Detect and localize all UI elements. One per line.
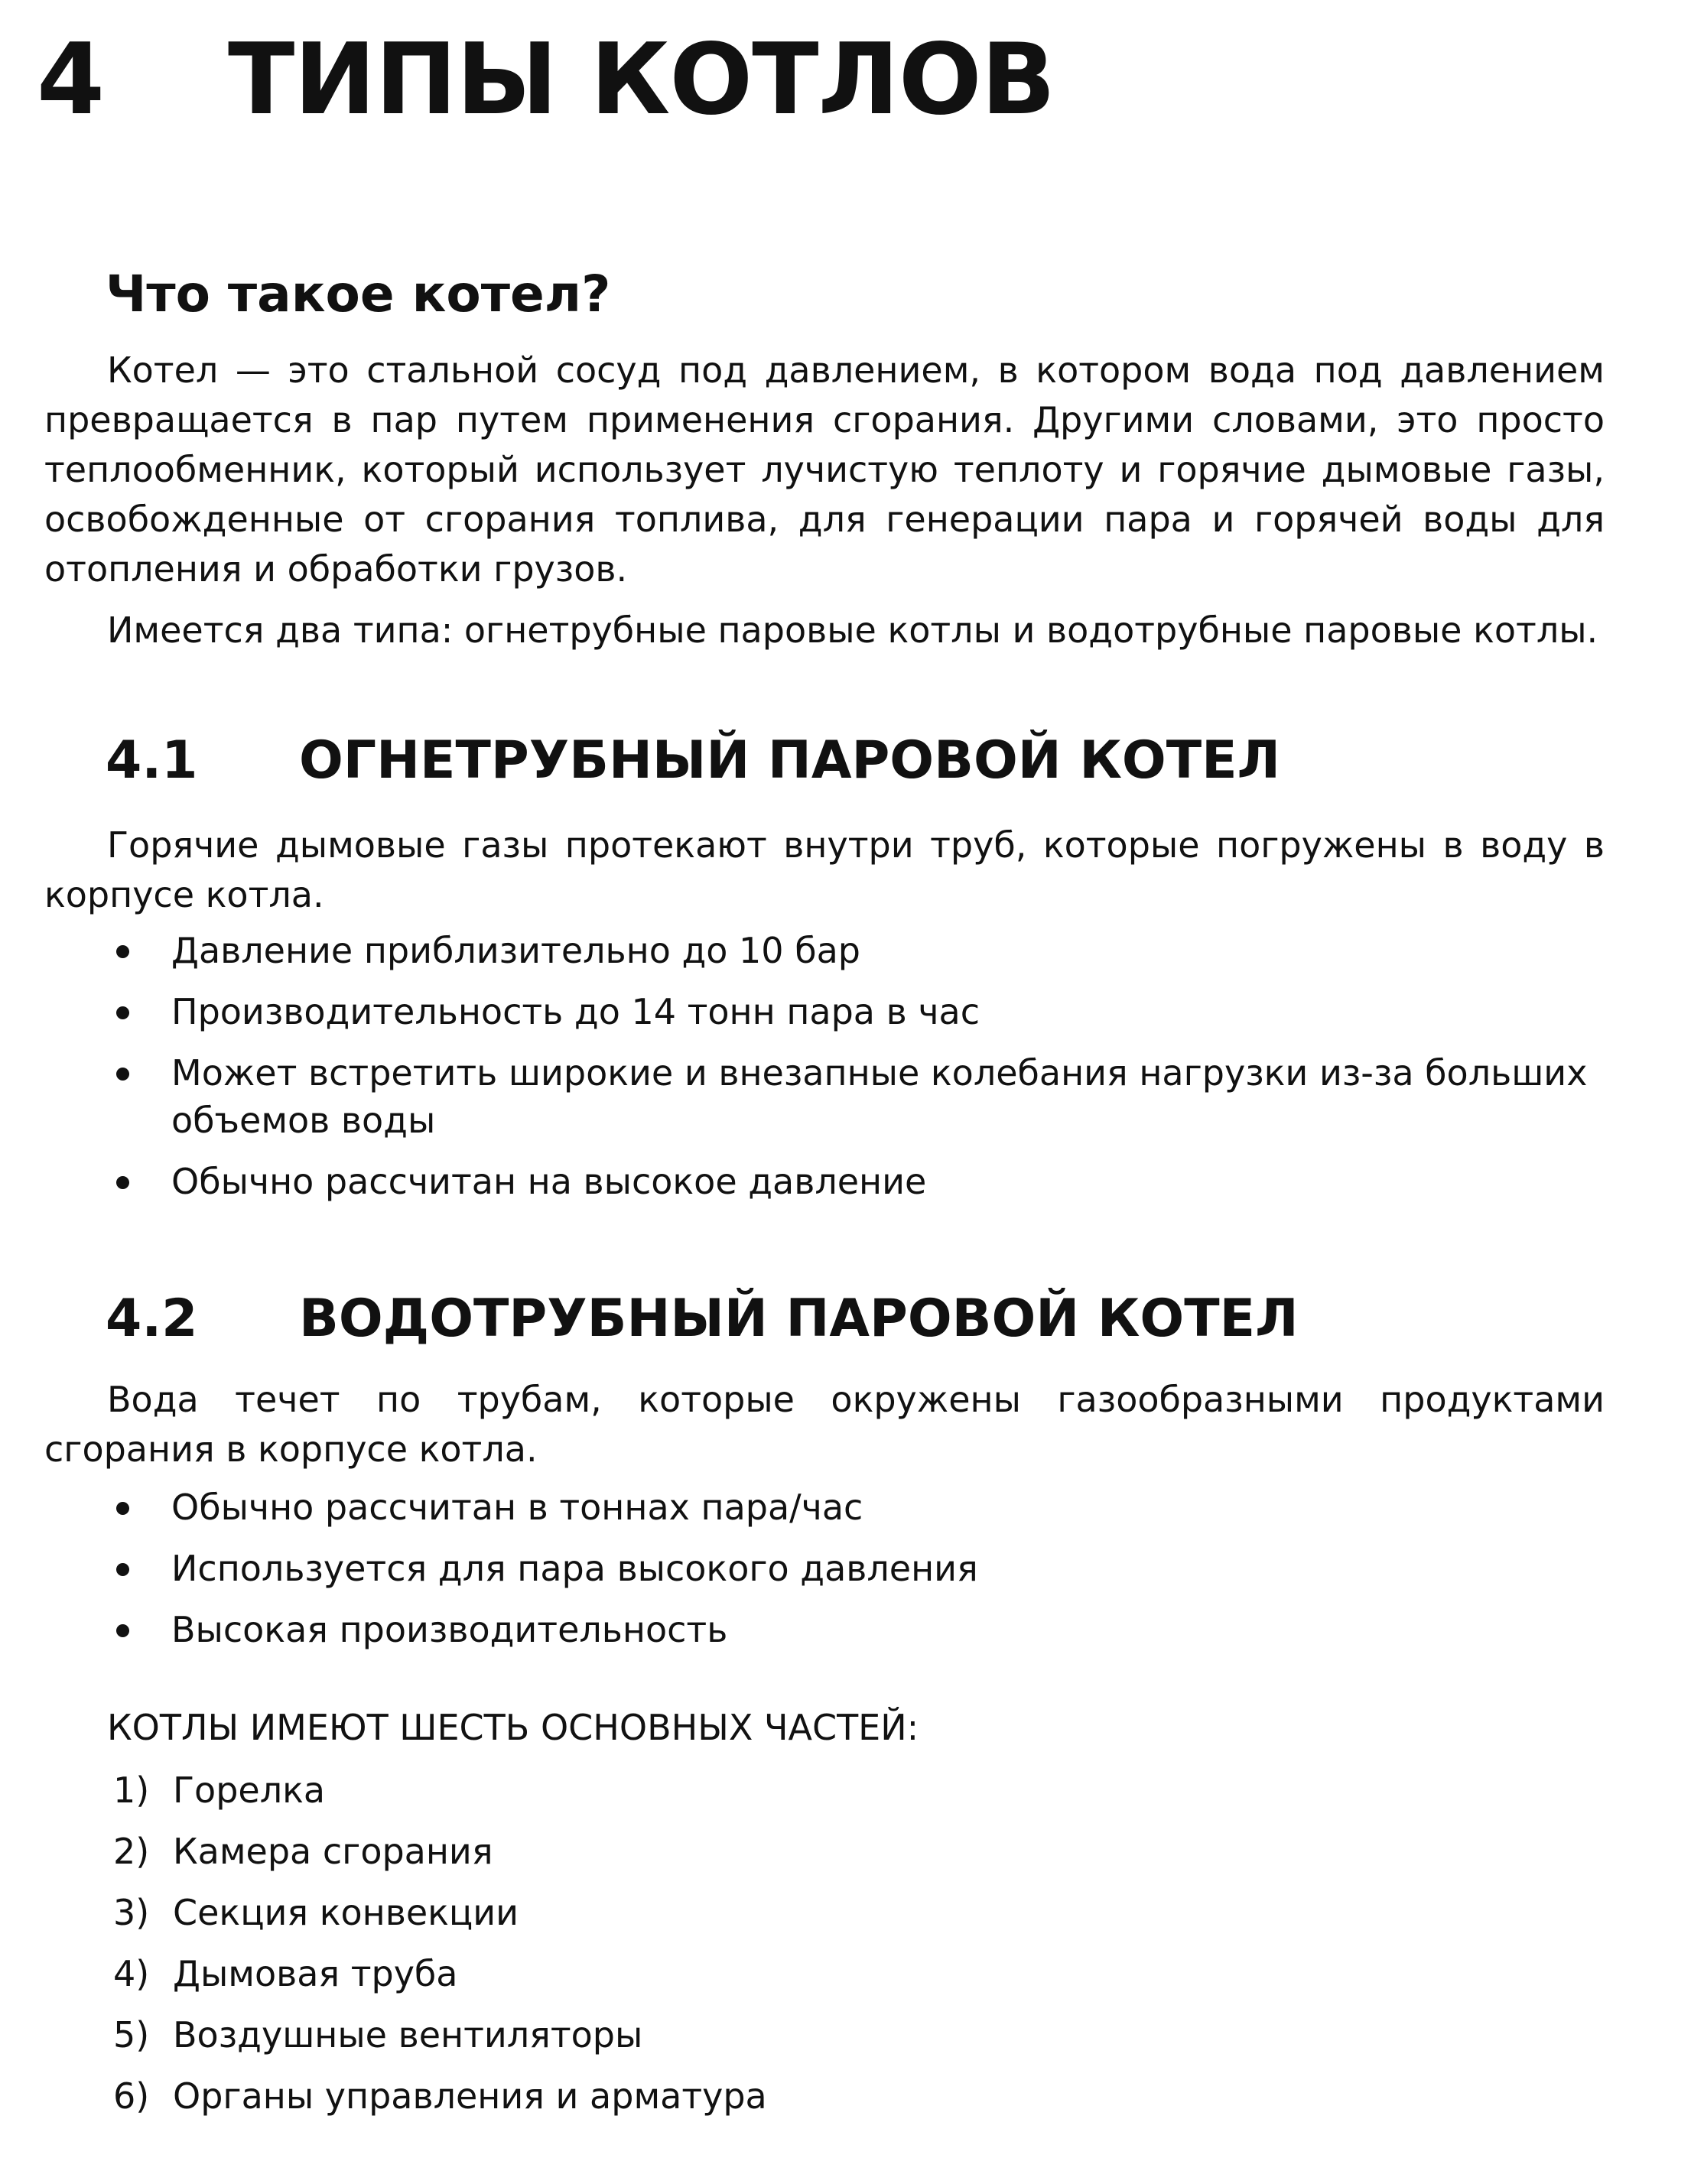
list-item: [0, 1606, 1621, 1653]
item-label: Воздушные вентиляторы: [173, 2014, 643, 2056]
item-label: Секция конвекции: [173, 1892, 519, 1933]
list-item-text: Может встретить широкие и внезапные колебания нагрузки из-за больших объемов воды: [171, 1052, 1588, 1141]
list-item-text: Обычно рассчитан на высокое давление: [171, 1161, 927, 1202]
list-item: [0, 1484, 1621, 1531]
section-title: ВОДОТРУБНЫЙ ПАРОВОЙ КОТЕЛ: [299, 1289, 1299, 1349]
parts-list: [113, 1766, 1691, 2134]
list-item: [0, 1545, 1621, 1592]
bullet-icon: [116, 1176, 129, 1189]
section-heading: [106, 726, 1280, 795]
item-label: Органы управления и арматура: [173, 2075, 767, 2117]
section-paragraph: Горячие дымовые газы протекают внутри труб, которые погружены в воду в корпусе котла.: [44, 824, 1605, 915]
intro-paragraph: Котел — это стальной сосуд под давлением, в котором вода под давлением превращается в пар путем применения сгорания. Другими словами, это просто теплообменник, который использует лучистую теплоту и горячие дымовые газы, освобожденные от сгорания топлива, для генерации пара и горячей воды для отопления и обработки грузов.: [44, 349, 1605, 590]
bullet-icon: [116, 1006, 129, 1019]
chapter-title-text: ТИПЫ КОТЛОВ: [228, 23, 1055, 137]
bullet-icon: [116, 945, 129, 958]
chapter-title: [37, 23, 1055, 138]
list-item: [0, 927, 1621, 974]
list-item: [0, 1158, 1621, 1205]
list-item-text: Производительность до 14 тонн пара в час: [171, 991, 980, 1032]
item-label: Дымовая труба: [173, 1953, 458, 1994]
list-item-text: Высокая производительность: [171, 1609, 728, 1650]
item-number: 3): [113, 1892, 150, 1933]
item-number: 2): [113, 1831, 150, 1872]
parts-heading: КОТЛЫ ИМЕЮТ ШЕСТЬ ОСНОВНЫХ ЧАСТЕЙ:: [107, 1707, 919, 1748]
list-item: [0, 1049, 1621, 1144]
chapter-number: 4: [37, 23, 105, 137]
item-number: 1): [113, 1770, 150, 1811]
item-label: Камера сгорания: [173, 1831, 493, 1872]
bullet-list: [0, 927, 1621, 1219]
parts-list-item: [113, 1828, 1691, 1875]
section-heading: [106, 1285, 1299, 1354]
bullet-icon: [116, 1068, 129, 1081]
bullet-icon: [116, 1563, 129, 1576]
section-number: 4.1: [106, 730, 198, 791]
parts-list-item: [113, 2011, 1691, 2059]
section-paragraph: Вода течет по трубам, которые окружены газообразными продуктами сгорания в корпусе котла.: [44, 1379, 1605, 1470]
parts-list-item: [113, 1766, 1691, 1814]
item-number: 4): [113, 1953, 150, 1994]
parts-list-item: [113, 1889, 1691, 1936]
bullet-list: [0, 1484, 1621, 1667]
intro-heading: Что такое котел?: [106, 265, 611, 323]
item-number: 5): [113, 2014, 150, 2056]
item-label: Горелка: [173, 1770, 326, 1811]
list-item-text: Используется для пара высокого давления: [171, 1548, 978, 1589]
section-title: ОГНЕТРУБНЫЙ ПАРОВОЙ КОТЕЛ: [299, 730, 1281, 791]
parts-list-item: [113, 1950, 1691, 1997]
list-item-text: Обычно рассчитан в тоннах пара/час: [171, 1487, 863, 1528]
intro-paragraph: Имеется два типа: огнетрубные паровые котлы и водотрубные паровые котлы.: [107, 609, 1598, 651]
bullet-icon: [116, 1624, 129, 1637]
parts-list-item: [113, 2072, 1691, 2120]
item-number: 6): [113, 2075, 150, 2117]
section-number: 4.2: [106, 1289, 198, 1349]
list-item-text: Давление приблизительно до 10 бар: [171, 930, 860, 971]
list-item: [0, 988, 1621, 1035]
bullet-icon: [116, 1502, 129, 1515]
